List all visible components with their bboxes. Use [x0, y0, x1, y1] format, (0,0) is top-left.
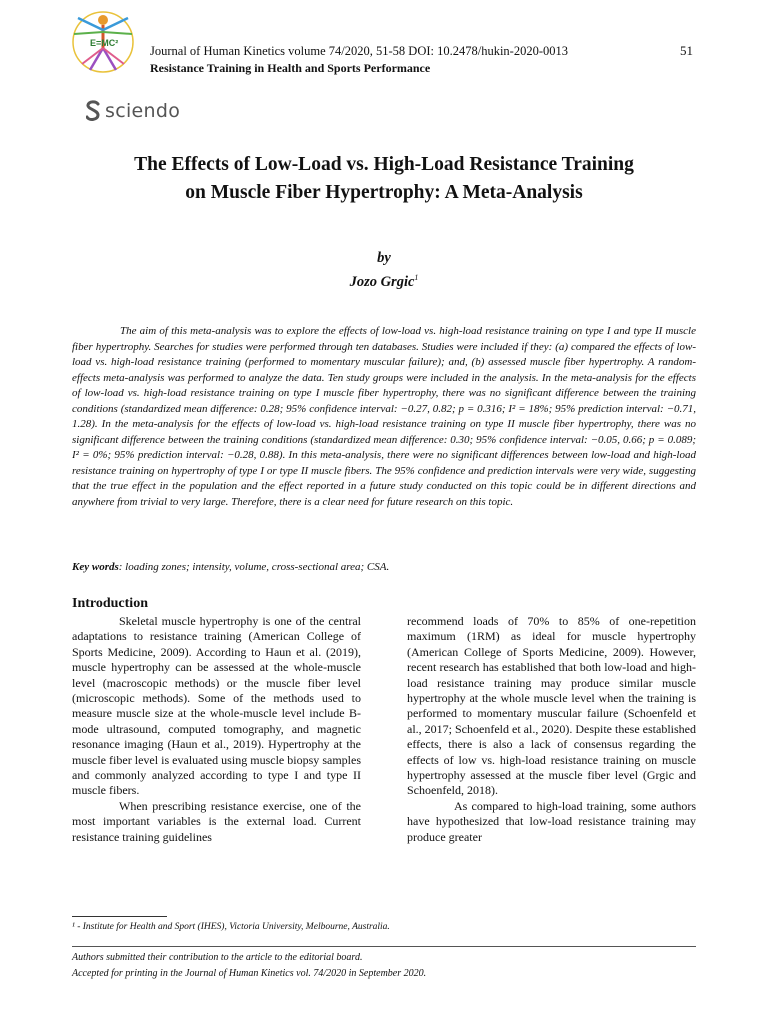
keywords-label: Key words — [72, 561, 119, 573]
paragraph: As compared to high-load training, some authors have hypothesized that low-load resistance training may produce greater — [407, 798, 696, 844]
journal-citation: Journal of Human Kinetics volume 74/2020, 51-58 DOI: 10.2478/hukin-2020-0013 — [150, 44, 569, 58]
title-line: The Effects of Low-Load vs. High-Load Resistance Training — [134, 154, 634, 175]
submission-note: Authors submitted their contribution to the article to the editorial board. — [72, 952, 363, 963]
publisher-name: sciendo — [105, 100, 181, 122]
paragraph: When prescribing resistance exercise, one of the most important variables is the external load. Current resistance training guidelines — [72, 798, 361, 844]
affiliation-mark: 1 — [414, 273, 419, 282]
byline-by: by — [377, 250, 391, 266]
author-name — [0, 273, 768, 291]
abstract: The aim of this meta-analysis was to explore the effects of low-load vs. high-load resistance training on type I and type II muscle fiber hypertrophy. Searches for studies were performed through ten databases. Studies were included if they: (a) compared the effects of low-load vs. high-load resistance training (performed to momentary muscular failure); and, (b) assessed muscle fiber hypertrophy. A random-effects meta-analysis was performed to analyze the data. Ten study groups were included in the analysis. In the meta-analysis for the effects of low-load vs. high-load resistance training on type I muscle fiber hypertrophy, there was no significant difference between the training conditions (standardized mean difference: 0.28; 95% confidence interval: −0.27, 0.82; p = 0.316; I² = 18%; 95% prediction interval: −0.71, 1.28). In the meta-analysis for the effects of low-load vs. high-load resistance training on type II muscle fiber hypertrophy, there was no significant difference between the training conditions (standardized mean difference: 0.30; 95% confidence interval: −0.05, 0.66; p = 0.089; I² = 0%; 95% prediction interval: −0.28, 0.88). In this meta-analysis, there were no significant differences between low-load and high-load resistance training on hypertrophy of type I or type II muscle fibers. The 95% confidence and prediction intervals were very wide, suggesting that the true effect in the population and the effect reported in a future study conducted on this topic could be in different directions and anywhere from trivial to very large. Therefore, there is a clear need for future research on this topic. — [72, 325, 696, 509]
title-line: on Muscle Fiber Hypertrophy: A Meta-Analysis — [185, 182, 583, 203]
left-column — [72, 614, 361, 845]
right-column — [407, 614, 696, 845]
journal-logo — [68, 8, 138, 76]
author: Jozo Grgic — [349, 273, 415, 290]
paragraph: Skeletal muscle hypertrophy is one of the central adaptations to resistance training (American College of Sports Medicine, 2009). According to Haun et al. (2019), muscle hypertrophy can be assessed at the whole-muscle level (macroscopic methods) or the muscle fiber level (microscopic methods). Some of the methods used to measure muscle size at the whole-muscle level include B-mode ultrasound, computed tomography, and magnetic resonance imaging (Haun et al., 2019). Hypertrophy at the muscle fiber level is evaluated using muscle biopsy samples and commonly analyzed according to type I and type II muscle fibers. — [72, 614, 361, 798]
footnote-rule — [72, 916, 167, 917]
article-title — [60, 151, 708, 207]
page-number: 51 — [680, 43, 693, 58]
logo-text: E=MC² — [90, 38, 119, 48]
keywords — [72, 561, 696, 573]
series-title: Resistance Training in Health and Sports Performance — [150, 61, 431, 75]
acceptance-note: Accepted for printing in the Journal of Human Kinetics vol. 74/2020 in September 2020. — [72, 968, 427, 979]
paragraph: recommend loads of 70% to 85% of one-repetition maximum (1RM) as ideal for muscle hypertrophy (American College of Sports Medicine, 2009). However, recent research has established that both low-load and high-load resistance training may produce similar muscle hypertrophy at the whole muscle level when the training is performed to momentary muscular failure (Schoenfeld et al., 2017; Schoenfeld et al., 2020). Despite these established effects, there is also a lack of consensus regarding the effects of low vs. high-load resistance training on muscle hypertrophy assessed at the muscle fiber level (Grgic and Schoenfeld, 2018). — [407, 614, 696, 798]
section-heading-introduction: Introduction — [72, 596, 148, 611]
sciendo-s-icon — [86, 100, 100, 122]
footer-rule — [72, 946, 696, 947]
publisher-logo — [86, 100, 180, 122]
keywords-text: : loading zones; intensity, volume, cross-sectional area; CSA. — [118, 561, 390, 573]
affiliation-footnote: ¹ - Institute for Health and Sport (IHES), Victoria University, Melbourne, Australia. — [72, 922, 390, 932]
